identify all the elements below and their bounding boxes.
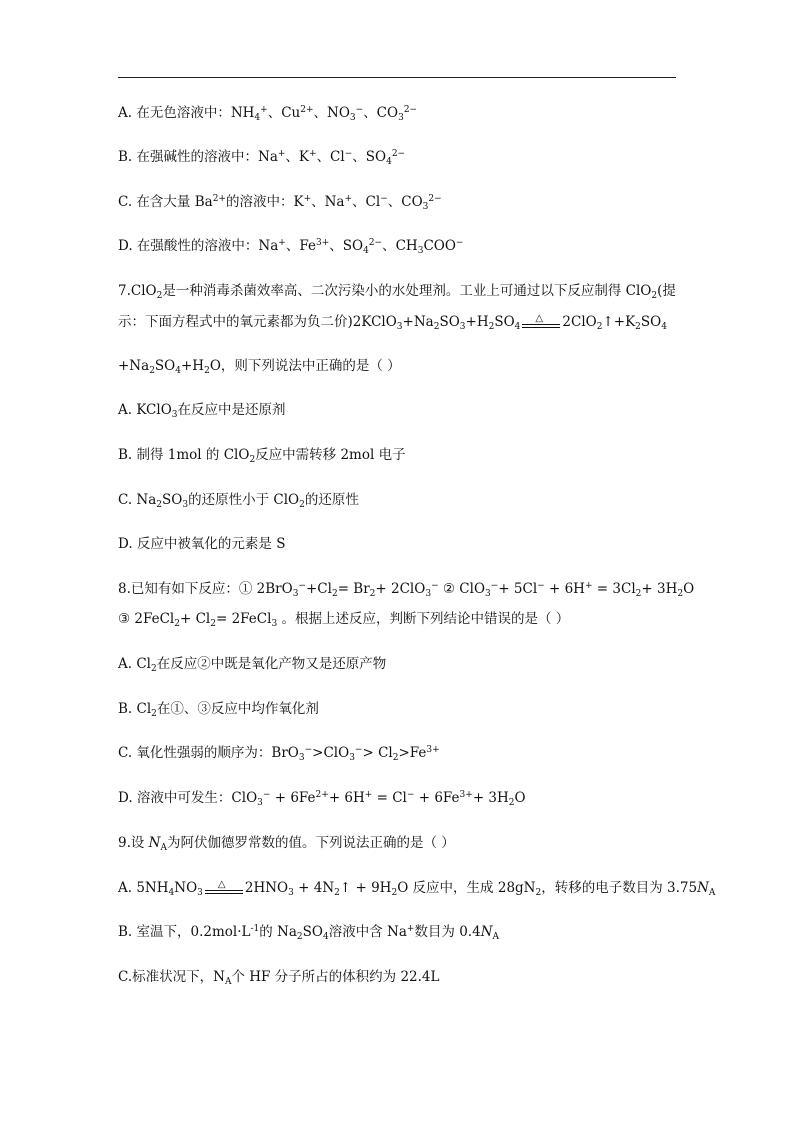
q9-option-c: C.标准状况下，$N_A$个 HF 分子所占的体积约为 22.4L bbox=[118, 969, 440, 987]
q6-option-a: A. 在无色溶液中：$NH_4^+$、$Cu^{2+}$、$NO_3^-$、$CO_3^{2-}$ bbox=[118, 105, 418, 123]
q8-option-c: C. 氧化性强弱的顺序为：$BrO_3^->ClO_3^-> Cl_2>Fe^{3+}$ bbox=[118, 745, 440, 763]
q8-stem-line1: 8.已知有如下反应：① $2BrO_3^-+Cl_2= Br_2+ 2ClO_3^-$ ② $ClO_3^-+ 5Cl^- + 6H^+ = 3Cl_2+ 3H_2O$ bbox=[118, 581, 695, 599]
heat-equals-sign: △ bbox=[522, 316, 560, 330]
q6-option-b: B. 在强碱性的溶液中：Na+、K+、Cl−、$SO_4^{2-}$ bbox=[118, 149, 406, 167]
q7-stem-line3: $+Na_2SO_4+H_2O$，则下列说法中正确的是（ ） bbox=[118, 358, 401, 376]
q7-option-d: D. 反应中被氧化的元素是 S bbox=[118, 536, 286, 552]
q6-option-c: C. 在含大量 $Ba^{2+}$的溶液中：K+、Na+、Cl−、$CO_3^{2-}$ bbox=[118, 194, 442, 212]
q8-option-b: B. $Cl_2$在①、③反应中均作氧化剂 bbox=[118, 701, 319, 719]
q7-option-b: B. 制得 1mol 的 ClO$_2$反应中需转移 2mol 电子 bbox=[118, 447, 406, 465]
q7-option-c: C. $Na_2SO_3$的还原性小于 ClO$_2$的还原性 bbox=[118, 492, 359, 510]
q7-stem-line2: 示：下面方程式中的氧元素都为负二价)$2KClO_3+Na_2SO_3+H_2SO_4$ △ $2ClO_2↑+K_2SO_4$ bbox=[118, 312, 667, 332]
q7-stem-line1: 7.ClO$_2$是一种消毒杀菌效率高、二次污染小的水处理剂。工业上可通过以下反应制得 ClO$_2$(提 bbox=[118, 283, 676, 301]
header-rule bbox=[118, 77, 676, 78]
q9-option-b: B. 室温下，$0.2mol\cdot L^{-1}$的 $Na_2SO_4$溶液中含 Na+数目为 $0.4N_A$ bbox=[118, 924, 499, 942]
q7-option-a: A. KClO$_3$在反应中是还原剂 bbox=[118, 402, 286, 420]
heat-equals-sign: △ bbox=[205, 882, 243, 896]
q8-option-a: A. $Cl_2$在反应②中既是氧化产物又是还原产物 bbox=[118, 656, 387, 674]
q8-option-d: D. 溶液中可发生：$ClO_3^- + 6Fe^{2+}+ 6H^+ = Cl^- + 6Fe^{3+}+ 3H_2O$ bbox=[118, 790, 526, 808]
q8-stem-line2: ③ 2FeCl$_2$+ $Cl_2=$ 2FeCl$_3$ 。根据上述反应，判断下列结论中错误的是（ ） bbox=[118, 611, 570, 629]
q9-stem: 9.设 $N_A$为阿伏伽德罗常数的值。下列说法正确的是（ ） bbox=[118, 835, 455, 853]
q9-option-a: A. $5NH_4NO_3$ △ $2HNO_3$ + $4N_2↑ + 9H_2O$ 反应中，生成 $28gN_2$，转移的电子数目为 $3.75N_A$ bbox=[118, 878, 716, 898]
q6-option-d: D. 在强酸性的溶液中：Na+、$Fe^{3+}$、$SO_4^{2-}$、$CH_3COO^-$ bbox=[118, 238, 464, 256]
